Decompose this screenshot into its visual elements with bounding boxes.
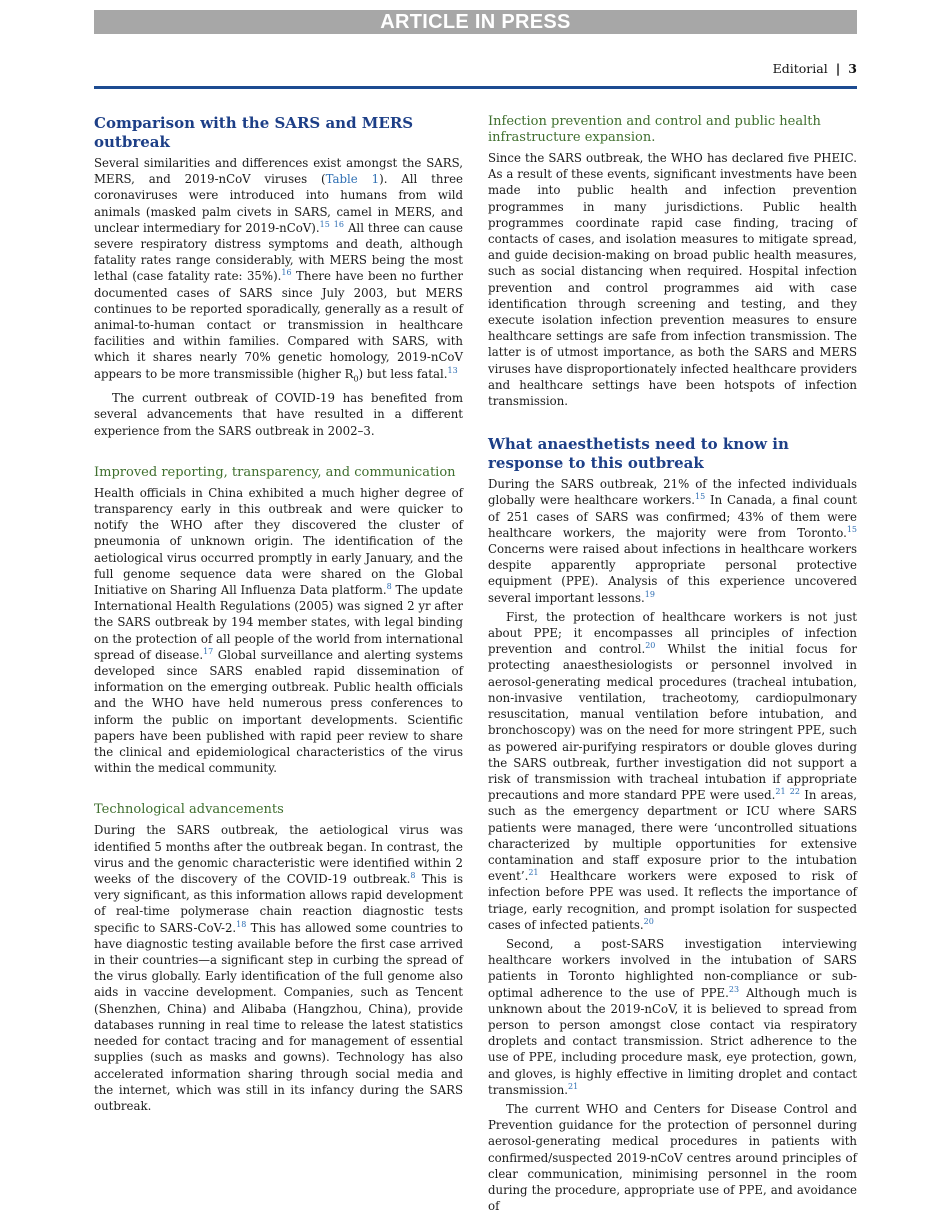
section-title-comparison: Comparison with the SARS and MERS outbreak <box>94 114 414 151</box>
citation[interactable]: 15 <box>319 219 330 229</box>
page-number: 3 <box>848 61 857 76</box>
subsection-title-infection: Infection prevention and control and public health infrastructure expansion. <box>488 114 821 145</box>
citation[interactable]: 20 <box>645 641 656 651</box>
citation[interactable]: 21 <box>528 868 539 878</box>
paragraph-infection-1: Since the SARS outbreak, the WHO has declared five PHEIC. As a result of these events, significant investments have been made into public health and infection prevention programmes in many jurisdictions. Public health programmes coordinate rapid case finding, tracing of contacts of cases, and isolation measures to mitigate spread, and guide decision-making on broad public health measures, such as social distancing when required. Hospital infection prevention and control programmes aid with case identification through screening and testing, and they execute isolation infection prevention measures to ensure healthcare settings are safe from infection transmission. The latter is of utmost importance, as both the SARS and MERS viruses have disproportionately infected healthcare providers and healthcare settings have been hotspots of infection transmission. <box>488 151 857 409</box>
paragraph-anaesthetists-2: First, the protection of healthcare workers is not just about PPE; it encompasses all principles of infection prevention and control.$^{20}$ Whilst the initial focus for protecting anaesthesiologists or personnel involved in aerosol-generating medical procedures (tracheal intubation, non-invasive ventilation, tracheotomy, cardiopulmonary resuscitation, manual ventilation before intubation, and bronchoscopy) was on the need for more stringent PPE, such as powered air-purifying respirators or double gloves during the SARS outbreak, further investigation did not support a risk of transmission with tracheal intubation if appropriate precautions and more standard PPE were used.$^{21}$ $^{22}$ In areas, such as the emergency department or ICU where SARS patients were managed, there were ‘uncontrolled situations characterized by multiple opportunities for extensive contamination and staff exposure prior to the intubation event’.$^{21}$ Healthcare workers were exposed to risk of infection before PPE was used. It reflects the importance of triage, early recognition, and prompt isolation for suspected cases of infected patients.$^{20}$ <box>488 609 857 932</box>
section-label: Editorial <box>772 61 828 76</box>
paragraph-reporting-1: Health officials in China exhibited a much higher degree of transparency early in this outbreak and were quicker to notify the WHO after they discovered the cluster of pneumonia of unknown origin. The identification of the aetiological virus occurred promptly in early January, and the full genome sequence data were shared on the Global Initiative on Sharing All Influenza Data platform.$^8$ The update International Health Regulations (2005) was signed 2 yr after the SARS outbreak by 194 member states, with legal binding on the protection of all people of the world from international spread of disease.$^{17}$ Global surveillance and alerting systems developed since SARS enabled rapid dissemination of information on the emerging outbreak. Public health officials and the WHO have held numerous press conferences to inform the public on important developments. Scientific papers have been published with rapid peer review to share the clinical and epidemiological characteristics of the virus within the medical community. <box>94 485 463 776</box>
header-rule <box>94 86 857 89</box>
article-in-press-banner: ARTICLE IN PRESS <box>94 10 857 34</box>
citation[interactable]: 21 <box>568 1081 579 1091</box>
running-head <box>773 61 857 76</box>
section-title-anaesthetists: What anaesthetists need to know in response to this outbreak <box>488 435 789 473</box>
paragraph-comparison-1: Several similarities and differences exist amongst the SARS, MERS, and 2019-nCoV viruses (Table 1). All three coronaviruses were introduced into humans from wild animals (masked palm civets in SARS, camel in MERS, and unclear intermediary for 2019-nCoV).$^{15}$ $^{16}$ All three can cause severe respiratory distress symptoms and death, although fatality rates range considerably, with MERS being the most lethal (case fatality rate: 35%).$^{16}$ There have been no further documented cases of SARS since July 2003, but MERS continues to be reported sporadically, generally as a result of animal-to-human contact or transmission in healthcare facilities and within families. Compared with SARS, with which it shares nearly 70% genetic homology, 2019-nCoV appears to be more transmissible (higher $R_0$) but less fatal.$^{13}$ <box>94 156 463 383</box>
subsection-title-technology: Technological advancements <box>94 802 284 818</box>
right-column <box>488 114 857 1214</box>
citation[interactable]: 20 <box>643 916 654 926</box>
citation[interactable]: 16 <box>333 219 344 229</box>
citation[interactable]: 15 <box>846 524 857 534</box>
paragraph-anaesthetists-1: During the SARS outbreak, 21% of the infected individuals globally were healthcare workers.$^{15}$ In Canada, a final count of 251 cases of SARS was confirmed; 43% of them were healthcare workers, the majority were from Toronto.$^{15}$ Concerns were raised about infections in healthcare workers despite apparently appropriate personal protective equipment (PPE). Analysis of this experience uncovered several important lessons.$^{19}$ <box>488 477 857 605</box>
citation[interactable]: 8 <box>410 871 416 881</box>
citation[interactable]: 8 <box>386 582 392 592</box>
citation[interactable]: 23 <box>728 984 740 994</box>
citation[interactable]: 15 <box>695 492 706 502</box>
citation[interactable]: 13 <box>447 365 458 375</box>
paragraph-comparison-2: The current outbreak of COVID-19 has benefited from several advancements that have resulted in a different experience from the SARS outbreak in 2002–3. <box>94 391 463 438</box>
paragraph-anaesthetists-3: Second, a post-SARS investigation interviewing healthcare workers involved in the intubation of SARS patients in Toronto highlighted non-compliance or sub-optimal adherence to the use of PPE.$^{23}$ Although much is unknown about the 2019-nCoV, it is believed to spread from person to person amongst close contact via respiratory droplets and contact transmission. Strict adherence to the use of PPE, including procedure mask, eye protection, gown, and gloves, is highly effective in limiting droplet and contact transmission.$^{21}$ <box>488 936 857 1097</box>
table-1-link[interactable]: Table 1 <box>325 172 380 187</box>
citation[interactable]: 17 <box>203 646 214 656</box>
left-column <box>94 114 463 1114</box>
header-separator: | <box>835 61 841 76</box>
paragraph-anaesthetists-4: The current WHO and Centers for Disease Control and Prevention guidance for the protection of personnel during aerosol-generating medical procedures in patients with confirmed/suspected 2019-nCoV centres around principles of clear communication, minimising personnel in the room during the procedure, appropriate use of PPE, and avoidance of <box>488 1101 857 1214</box>
citation[interactable]: 16 <box>281 268 292 278</box>
citation[interactable]: 19 <box>644 589 655 599</box>
citation[interactable]: 22 <box>789 787 800 797</box>
subsection-title-reporting: Improved reporting, transparency, and communication <box>94 464 456 480</box>
paragraph-technology-1: During the SARS outbreak, the aetiological virus was identified 5 months after the outbreak began. In contrast, the virus and the genomic characteristic were identified within 2 weeks of the discovery of the COVID-19 outbreak.$^8$ This is very significant, as this information allows rapid development of real-time polymerase chain reaction diagnostic tests specific to SARS-CoV-2.18 This has allowed some countries to have diagnostic testing available before the first case arrived in their countries—a significant step in curbing the spread of the virus globally. Early identification of the full genome also aids in vaccine development. Companies, such as Tencent (Shenzhen, China) and Alibaba (Hangzhou, China), provide databases running in real time to release the latest statistics needed for contact tracing and for management of essential supplies (such as masks and gowns). Technology has also accelerated information sharing through social media and the internet, which was still in its infancy during the SARS outbreak. <box>94 823 464 1113</box>
citation[interactable]: 21 <box>775 787 786 797</box>
citation[interactable]: 18 <box>236 919 247 929</box>
